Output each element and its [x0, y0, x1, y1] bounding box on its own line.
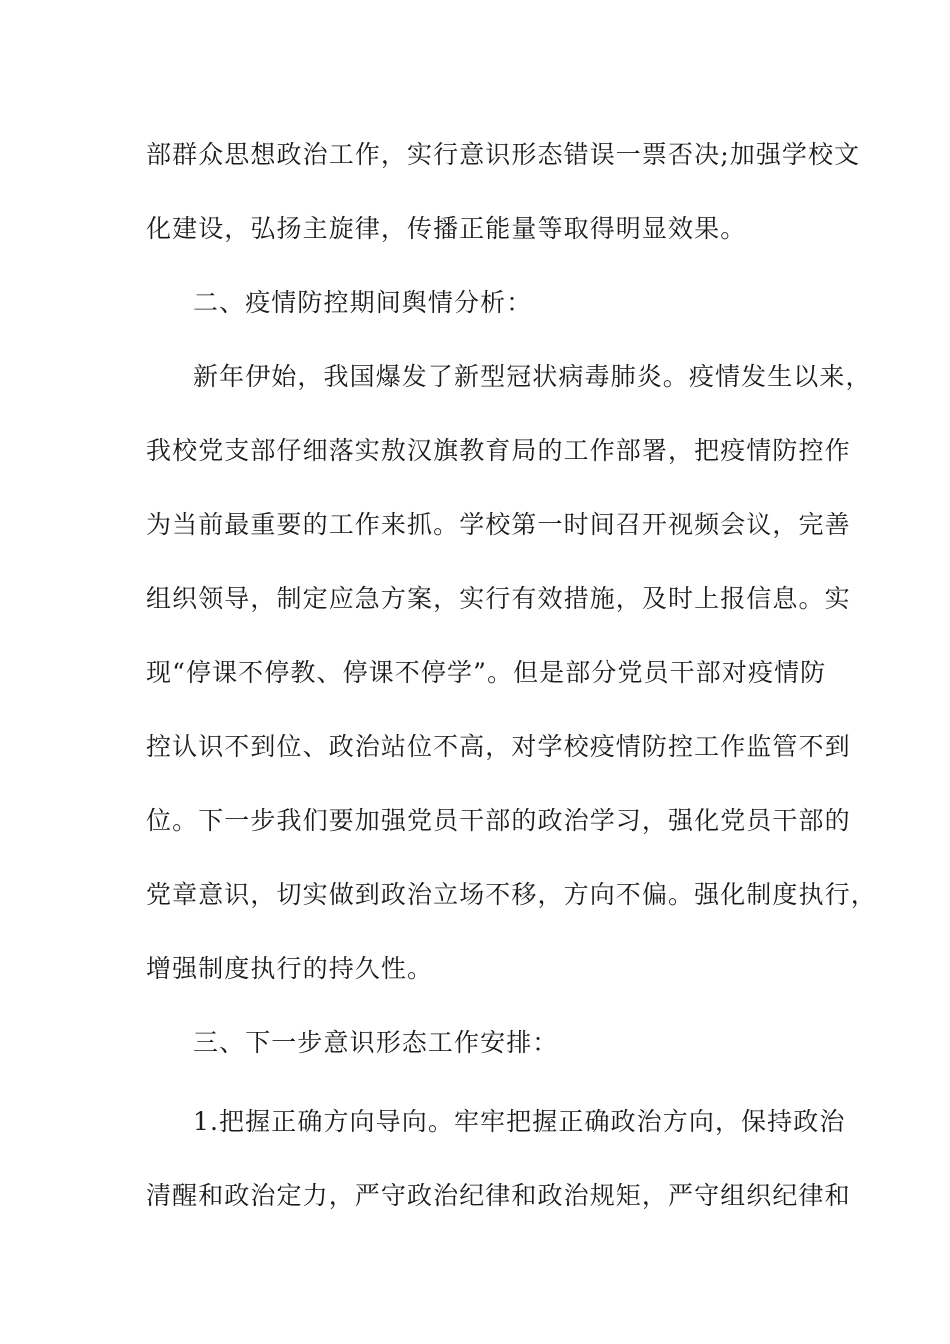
paragraph-line: 党章意识，切实做到政治立场不移，方向不偏。强化制度执行， [146, 880, 877, 909]
paragraph-line: 我校党支部仔细落实敖汉旗教育局的工作部署，把疫情防控作 [146, 436, 851, 465]
paragraph-line: 组织领导，制定应急方案，实行有效措施，及时上报信息。实 [146, 584, 851, 613]
section-heading: 二、疫情防控期间舆情分析： [193, 288, 533, 317]
paragraph-line: 现“停课不停教、停课不停学”。但是部分党员干部对疫情防 [146, 658, 827, 687]
paragraph-line: 新年伊始，我国爆发了新型冠状病毒肺炎。疫情发生以来， [193, 362, 872, 391]
paragraph-line: 控认识不到位、政治站位不高，对学校疫情防控工作监管不到 [146, 732, 851, 761]
paragraph-line: 增强制度执行的持久性。 [146, 954, 434, 983]
list-item-line: 1.把握正确方向导向。牢牢把握正确政治方向，保持政治 [193, 1107, 846, 1136]
paragraph-line: 清醒和政治定力，严守政治纪律和政治规矩，严守组织纪律和 [146, 1181, 851, 1210]
paragraph-line: 为当前最重要的工作来抓。学校第一时间召开视频会议，完善 [146, 510, 851, 539]
section-heading: 三、下一步意识形态工作安排： [193, 1028, 559, 1057]
paragraph-line: 化建设，弘扬主旋律，传播正能量等取得明显效果。 [146, 214, 747, 243]
paragraph-line: 位。下一步我们要加强党员干部的政治学习，强化党员干部的 [146, 806, 851, 835]
paragraph-line: 部群众思想政治工作，实行意识形态错误一票否决;加强学校文 [146, 140, 861, 169]
